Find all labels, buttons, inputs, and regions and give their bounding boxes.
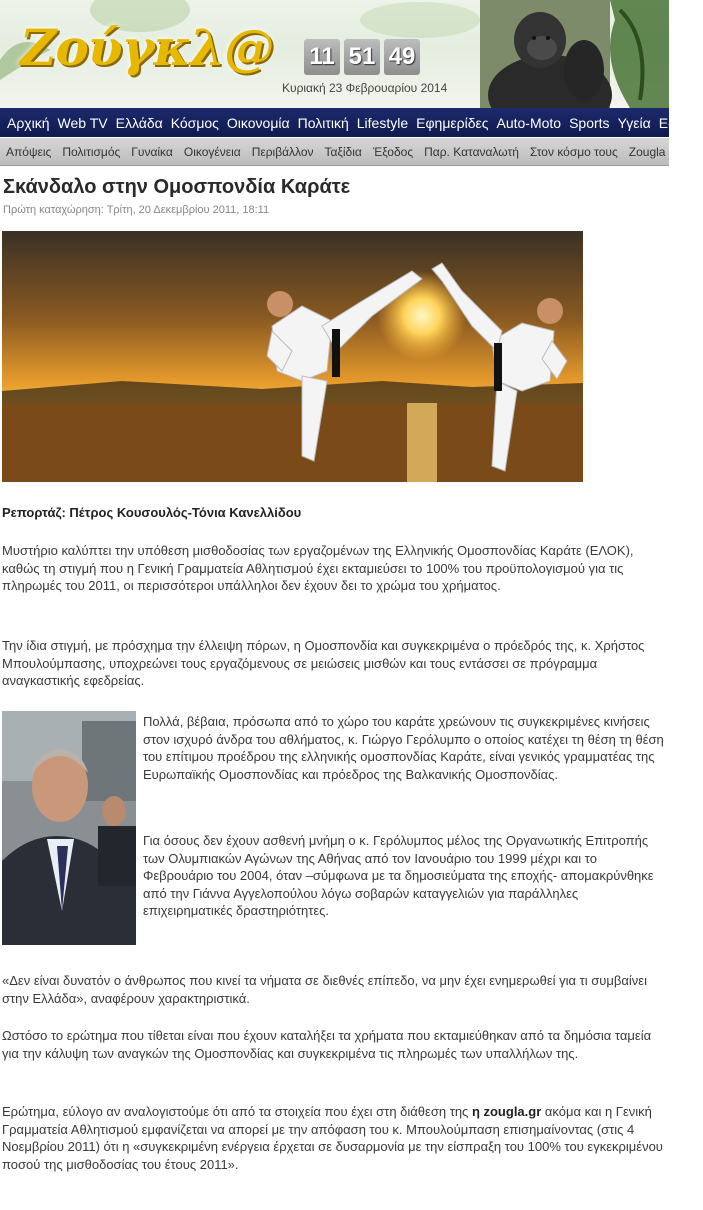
nav-item[interactable]: Οικονομία — [226, 114, 290, 131]
gorilla-image — [480, 0, 610, 108]
portrait-photo — [2, 711, 136, 945]
subnav-item[interactable]: Παρ. Καταναλωτή — [424, 144, 519, 159]
header-clock — [304, 39, 420, 75]
article-paragraph: Ωστόσο το ερώτημα που τίθεται είναι που έχουν καταλήξει τα χρήματα που εκταμιεύθηκαν από τα δημόσια ταμεία για την κάλυψη των αναγκών της Ομοσπονδίας και συγκεκριμένα τις πληρωμές των υπαλλήλων της. — [2, 1028, 652, 1061]
karate-sunset-photo — [2, 231, 583, 482]
subnav-item[interactable]: Περιβάλλον — [251, 144, 314, 159]
article-paragraph: «Δεν είναι δυνατόν ο άνθρωπος που κινεί τα νήματα σε διεθνές επίπεδο, να μην έχει ενημερωθεί για τι συμβαίνει στην Ελλάδα», αναφέρουν χαρακτηριστικά. — [2, 973, 647, 1006]
main-navigation — [0, 108, 703, 137]
article-paragraph: Πολλά, βέβαια, πρόσωπα από το χώρο του καράτε χρεώνουν τις συγκεκριμένες κινήσεις στον ισχυρό άνδρα του αθλήματος, κ. Γιώργο Γερόλυμπο ο οποίος κατέχει τη θέση τη θέση του επίτιμου προέδρου της ελληνικής ομοσπονδίας Καράτε, είναι γενικός γραμματέας της Ευρωπαϊκής Ομοσπονδίας και πρόεδρος της Βαλκανικής Ομοσπονδίας. — [143, 714, 664, 782]
nav-item[interactable]: Auto-Moto — [496, 114, 562, 131]
article-paragraph: Μυστήριο καλύπτει την υπόθεση μισθοδοσίας των εργαζομένων της Ελληνικής Ομοσπονδίας Καράτε (ΕΛΟΚ), καθώς τη στιγμή που η Γενική Γραμματεία Αθλητισμού έχει εκταμιεύσει το 100% του προϋπολογισμού για τις πληρωμές του 2011, οι περισσότεροι υπάλληλοι δεν έχουν δει το χρώμα του χρήματος. — [2, 543, 634, 594]
nav-item[interactable]: Ελλάδα — [115, 114, 163, 131]
site-header — [0, 0, 669, 108]
sub-navigation — [0, 138, 669, 166]
article-paragraph: Την ίδια στιγμή, με πρόσχημα την έλλειψη πόρων, η Ομοσπονδία και συγκεκριμένα ο πρόεδρός της, κ. Χρήστος Μπουλούμπασης, υποχρεώνει τους εργαζόμενους σε μειώσεις μισθών και τους εντάσσει σε πρόγραμμα αναγκαστικής εφεδρείας. — [2, 638, 645, 689]
nav-item[interactable]: Sports — [569, 114, 610, 131]
nav-item[interactable]: Υγεία — [617, 114, 651, 131]
published-date: Πρώτη καταχώρηση: Τρίτη, 20 Δεκεμβρίου 2011, 18:11 — [3, 204, 270, 216]
nav-item[interactable]: Κόσμος — [170, 114, 219, 131]
clock-seconds: 49 — [384, 39, 420, 75]
site-logo[interactable]: Ζούγκλ@ — [20, 18, 274, 77]
subnav-item[interactable]: Στον κόσμο τους — [529, 144, 618, 159]
nav-item[interactable]: Web TV — [57, 114, 108, 131]
subnav-item[interactable]: Απόψεις — [6, 144, 52, 159]
subnav-item[interactable]: Οικογένεια — [183, 144, 241, 159]
article-byline: Ρεπορτάζ: Πέτρος Κουσουλός-Τόνια Κανελλίδου — [2, 505, 302, 520]
nav-item[interactable]: Lifestyle — [356, 114, 409, 131]
nav-item[interactable]: E-shop — [658, 114, 703, 131]
subnav-item[interactable]: Zougla — [628, 144, 666, 159]
nav-item[interactable]: Εφημερίδες — [416, 114, 489, 131]
clock-hours: 11 — [304, 39, 340, 75]
article-paragraph — [2, 1103, 667, 1173]
zougla-link[interactable]: η zougla.gr — [471, 1104, 542, 1119]
subnav-item[interactable]: Πολιτισμός — [62, 144, 121, 159]
subnav-item[interactable]: Έξοδος — [372, 144, 414, 159]
header-date: Κυριακή 23 Φεβρουαρίου 2014 — [282, 81, 448, 95]
paragraph-text: ακόμα και η Γενική Γραμματεία Αθλητισμού εμφανίζεται να απορεί με την απόφαση του κ. Μπουλούμπαση επισημαίνοντας (στις 4 Νοεμβρίου 2011) ότι η «συγκεκριμένη ενέργεια έρχεται σε δυσαρμονία με την είσπραξη του 100% του εγκεκριμένου ποσού της μισθοδοσίας του έτους 2011». — [2, 1104, 663, 1172]
nav-item[interactable]: Αρχική — [7, 114, 50, 131]
article-paragraph: Για όσους δεν έχουν ασθενή μνήμη ο κ. Γερόλυμπος μέλος της Οργανωτικής Επιτροπής των Ολυμπιακών Αγώνων της Αθήνας από τον Ιανουάριο του 1999 μέχρι και το Φεβρουάριο του 2004, όταν –σύμφωνα με τα δημοσιεύματα της εποχής- απομακρύνθηκε από την Γιάννα Αγγελοπούλου λόγω σοβαρών καταγγελιών για παράλληλες επιχειρηματικές δραστηριότητες. — [143, 833, 654, 919]
paragraph-text: Ερώτημα, εύλογο αν αναλογιστούμε ότι από τα στοιχεία που έχει στη διάθεση της — [2, 1104, 472, 1119]
clock-minutes: 51 — [344, 39, 380, 75]
nav-item[interactable]: Πολιτική — [297, 114, 349, 131]
article-title: Σκάνδαλο στην Ομοσπονδία Καράτε — [3, 176, 351, 198]
subnav-item[interactable]: Γυναίκα — [131, 144, 173, 159]
subnav-item[interactable]: Ταξίδια — [324, 144, 362, 159]
